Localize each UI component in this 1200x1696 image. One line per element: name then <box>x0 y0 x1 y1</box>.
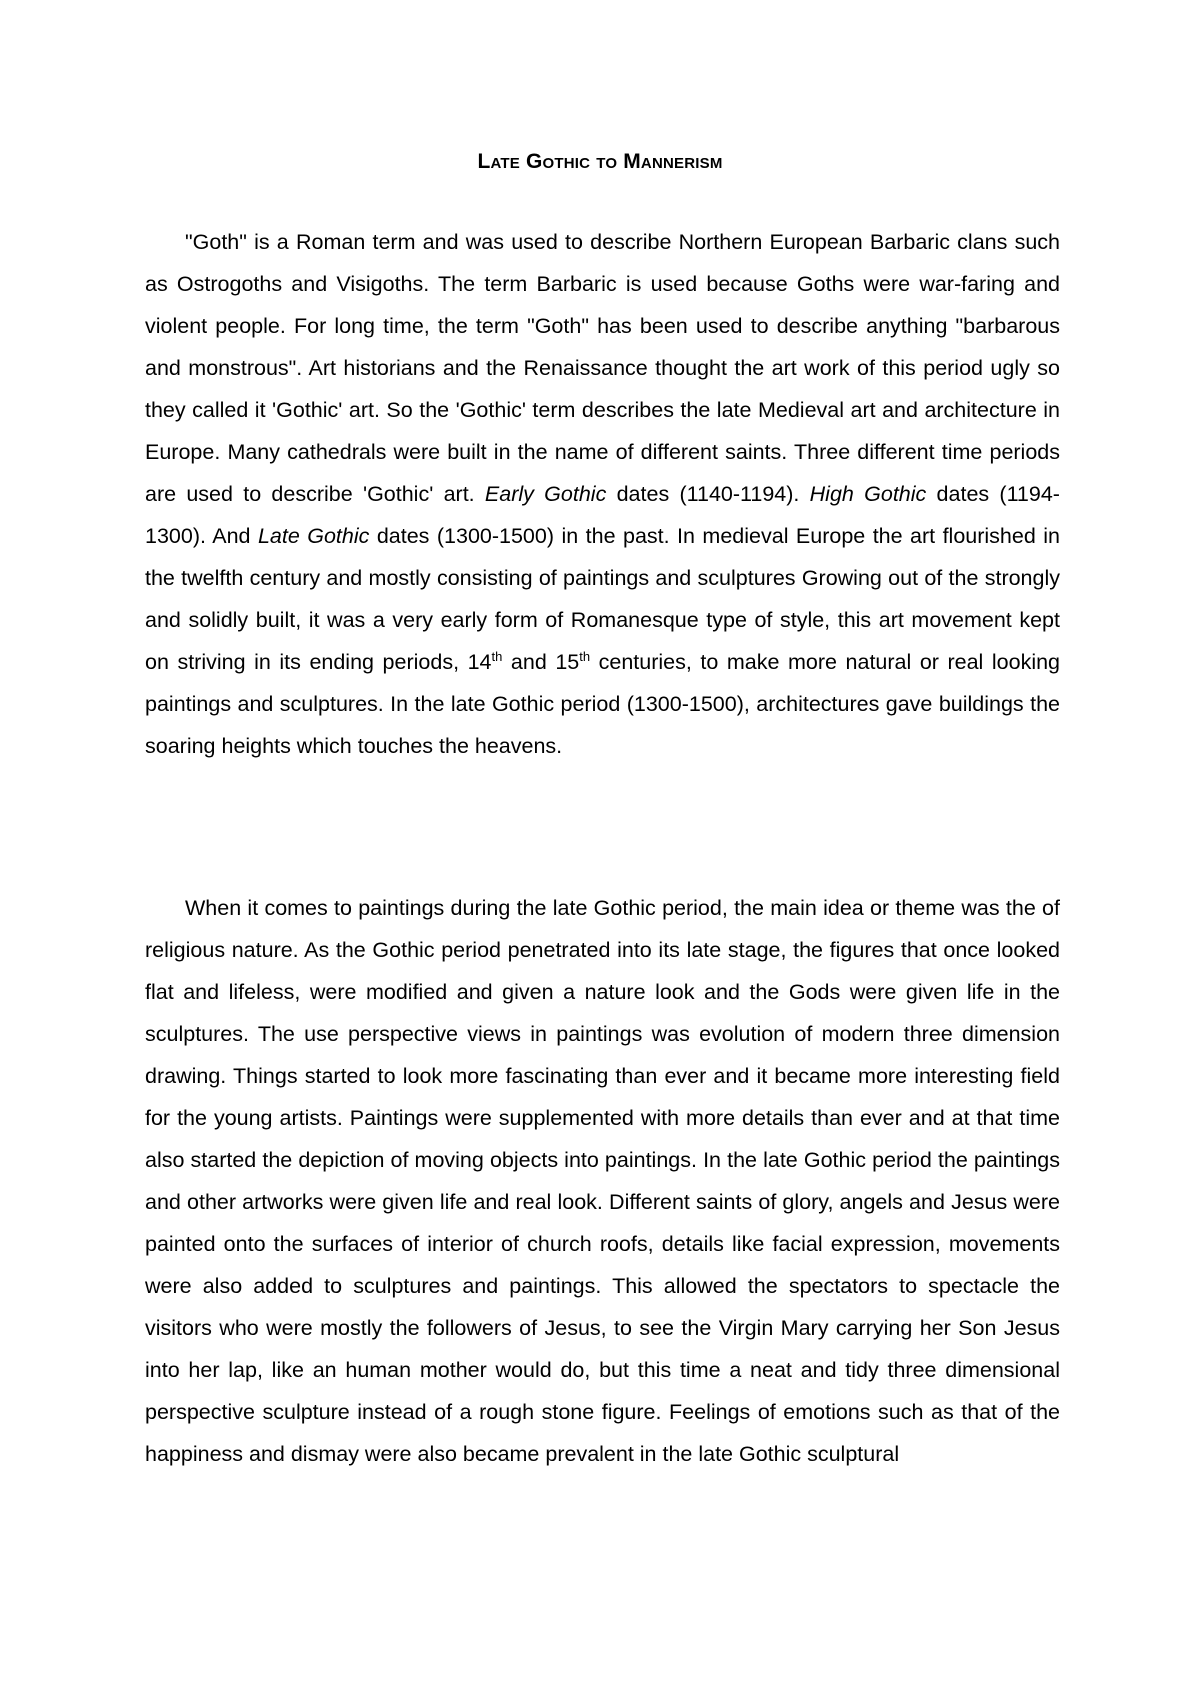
paragraph-1-text-6: centuries, to make more natural or real looking paintings and sculptures. In the late Gothic period (1300-1500), architectures gave buildings the soaring heights which touches the heavens. <box>145 650 1061 758</box>
paragraph-1-text-4: dates (1300-1500) in the past. In medieval Europe the art flourished in the twelfth century and mostly consisting of paintings and sculptures Growing out of the strongly and solidly built, it was a very early form of Romanesque type of style, this art movement kept on striving in its ending periods, 14 <box>145 524 1060 674</box>
paragraph-1 <box>145 221 1060 767</box>
paragraph-1-text-3: dates (1194-1300). And <box>145 482 1060 548</box>
high-gothic-term: High Gothic <box>809 482 927 506</box>
paragraph-2 <box>145 887 1060 1475</box>
ordinal-suffix-14th: th <box>491 648 503 664</box>
paragraph-1-text-2: dates (1140-1194). <box>606 482 810 506</box>
document-title: Late Gothic to Mannerism <box>477 150 723 173</box>
ordinal-suffix-15th: th <box>579 648 591 664</box>
early-gothic-term: Early Gothic <box>484 482 607 506</box>
paragraph-2-text: When it comes to paintings during the late Gothic period, the main idea or theme was the of religious nature. As the Gothic period penetrated into its late stage, the figures that once looked flat and lifeless, were modified and given a nature look and the Gods were given life in the sculptures. The use perspective views in paintings was evolution of modern three dimension drawing. Things started to look more fascinating than ever and it became more interesting field for the young artists. Paintings were supplemented with more details than ever and at that time also started the depiction of moving objects into paintings. In the late Gothic period the paintings and other artworks were given life and real look. Different saints of glory, angels and Jesus were painted onto the surfaces of interior of church roofs, details like facial expression, movements were also added to sculptures and paintings. This allowed the spectators to spectacle the visitors who were mostly the followers of Jesus, to see the Virgin Mary carrying her Son Jesus into her lap, like an human mother would do, but this time a neat and tidy three dimensional perspective sculpture instead of a rough stone figure. Feelings of emotions such as that of the happiness and dismay were also became prevalent in the late Gothic sculptural <box>145 896 1060 1466</box>
late-gothic-term: Late Gothic <box>257 524 370 548</box>
paragraph-1-text-5: and 15 <box>502 650 580 674</box>
paragraph-1-text-1: "Goth" is a Roman term and was used to describe Northern European Barbaric clans such as Ostrogoths and Visigoths. The term Barbaric is used because Goths were war-faring and violent people. For long time, the term "Goth" has been used to describe anything "barbarous and monstrous". Art historians and the Renaissance thought the art work of this period ugly so they called it 'Gothic' art. So the 'Gothic' term describes the late Medieval art and architecture in Europe. Many cathedrals were built in the name of different saints. Three different time periods are used to describe 'Gothic' art. <box>145 230 1060 506</box>
